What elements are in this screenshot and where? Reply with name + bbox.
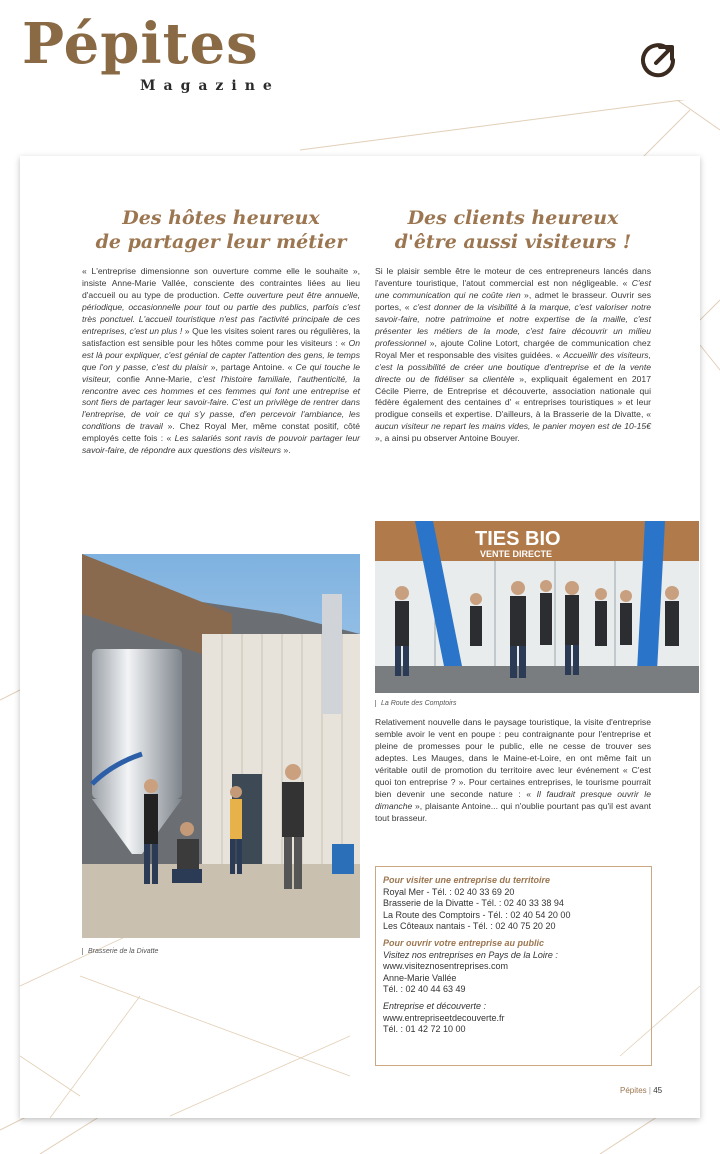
magazine-logo[interactable] xyxy=(22,12,322,102)
left-body-run: c'est l'histoire familiale, l'authenticité, la rencontre avec ces hommes et ces femmes qui font une entreprise et sont fiers de partager leur savoir-faire. C'est un privilège de rentrer dans l'entreprise, de voir ce qui s'y passe, d'en percevoir l'ambiance, les conditions de travail xyxy=(82,373,360,432)
logo-subtitle: Magazine xyxy=(140,78,280,94)
group-visit-photo-image xyxy=(375,521,699,693)
contact-route-comptoirs: La Route des Comptoirs - Tél. : 02 40 54 20 00 xyxy=(383,909,571,920)
visit-title: Pour visiter une entreprise du territoire xyxy=(383,875,551,885)
app-header xyxy=(0,0,720,100)
left-body-run: Ce qui touche le visiteur, xyxy=(82,361,360,384)
left-body-run: Les salariés sont ravis de pouvoir partager leur savoir-faire, de répondre aux questions des visiteurs xyxy=(82,433,361,456)
right-body-run: C'est une communication qui ne coûte rien xyxy=(375,277,651,300)
right-headline-line-1: Des clients heureux xyxy=(407,207,619,229)
photo-sign-subtext: VENTE DIRECTE xyxy=(480,549,553,559)
left-body-run: Cette ouverture peut être annuelle, périodique, occasionnelle pour tout ou partie des publics, parfois c'est très ponctuel. L'accueil touristique n'est pas l'activité principale de ces entreprises, c'est un plus ! xyxy=(82,289,360,336)
entreprise-decouverte-url[interactable]: www.entrepriseetdecouverte.fr xyxy=(383,1012,505,1023)
contact-phone-2: Tél. : 01 42 72 10 00 xyxy=(383,1024,466,1035)
visit-region-url[interactable]: www.visiteznosentreprises.com xyxy=(383,961,509,972)
right-body2-run: Relativement nouvelle dans le paysage touristique, la visite d'entreprise semble avoir le vent en poupe : peu contraignante pour l'entreprise et pleine de promesses pour le public, elle ne cesse de trouver ses adeptes. Les Mauges, dans le Maine-et-Loire, en ont même fait un véritable outil de promotion du territoire avec leur événement « C'est quoi ton entreprise ? ». Pour certaines entreprises, le tourisme pourrait bien devenir une seconde nature : « xyxy=(375,717,651,799)
right-body-text-2 xyxy=(375,717,651,857)
brewery-photo-image xyxy=(82,554,360,938)
contact-info-box xyxy=(375,866,652,1066)
left-headline xyxy=(82,206,360,254)
right-body-run: c'est donner de la visibilité à la marque, c'est valoriser notre savoir-faire, notre patrimoine et notre expertise de la maille, c'est présenter les métiers de la mode, c'est faire découvrir un milieu professionnel xyxy=(375,301,652,348)
left-body-text xyxy=(82,266,360,541)
brewery-photo xyxy=(82,554,360,938)
visit-region-label: Visitez nos entreprises en Pays de la Loire : xyxy=(383,949,558,960)
right-body-run: Si le plaisir semble être le moteur de ces entrepreneurs lancés dans l'aventure touristique, l'atout commercial est non négligeable. « xyxy=(375,266,651,288)
contact-brasserie: Brasserie de la Divatte - Tél. : 02 40 33 38 94 xyxy=(383,898,564,909)
right-body-run: », admet le brasseur. Ouvrir ses portes, « xyxy=(375,289,652,312)
contact-phone-1: Tél. : 02 40 44 63 49 xyxy=(383,984,466,995)
contact-royal-mer: Royal Mer - Tél. : 02 40 33 69 20 xyxy=(383,886,515,897)
footer-brand: Pépites xyxy=(620,1086,647,1095)
left-body-run: confie Anne-Marie, xyxy=(116,373,198,384)
right-body-run: », ajoute Coline Lotort, chargée de communication chez Royal Mer et responsable des visites guidées. « xyxy=(375,337,651,360)
group-photo-caption: La Route des Comptoirs xyxy=(375,700,456,707)
right-body-run: aucun visiteur ne repart les mains vides, le panier moyen est de 10-15€ xyxy=(375,421,651,432)
right-headline-line-2: d'être aussi visiteurs ! xyxy=(394,231,632,253)
left-body-run: « L'entreprise dimensionne son ouverture comme elle le souhaite », insiste Anne-Marie Vallée, consciente des contraintes liées au lieu d'accueil ou au type de production. xyxy=(82,266,360,300)
page-footer: Pépites | 45 xyxy=(620,1086,663,1095)
page-number: 45 xyxy=(653,1086,663,1095)
photo-sign-text: TIES BIO xyxy=(475,528,561,550)
left-headline-line-1: Des hôtes heureux xyxy=(122,207,320,229)
left-headline-line-2: de partager leur métier xyxy=(95,231,347,253)
right-body2-run: Il faudrait presque ouvrir le dimanche xyxy=(375,788,652,811)
left-body-run: » Que les visites soient rares ou régulières, la satisfaction est sensible pour les hôtes comme pour les visiteurs : « xyxy=(82,325,361,348)
group-visit-photo xyxy=(375,521,699,693)
right-body-run: Accueillir des visiteurs, c'est la possibilité de créer une boutique d'entreprise et de la vente directe ou de fidéliser sa clientèle xyxy=(375,349,651,384)
left-body-run: On est là pour expliquer, c'est génial de capter l'attention des gens, le temps que l'on y passe, c'est du plaisir xyxy=(82,337,360,372)
contact-coteaux-nantais: Les Côteaux nantais - Tél. : 02 40 75 20 20 xyxy=(383,921,556,932)
magazine-page xyxy=(20,156,700,1118)
contact-name: Anne-Marie Vallée xyxy=(383,972,457,983)
logo-title: Pépites xyxy=(22,11,259,77)
share-arrow-icon[interactable] xyxy=(638,38,680,80)
right-body2-run: », plaisante Antoine... qui n'oublie pourtant pas qu'il est avant tout brasseur. xyxy=(375,800,651,823)
open-title: Pour ouvrir votre entreprise au public xyxy=(383,937,545,948)
right-body-run: », expliquait également en 2017 Cécile Pierre, de Entreprise et découverte, association nationale qui fédère également des centaines d' « entreprises touristiques » et leur prodigue conseils et expertise. D'ailleurs, à la Brasserie de la Divatte, « xyxy=(375,373,651,420)
left-body-run: », partage Antoine. « xyxy=(210,361,296,372)
right-headline xyxy=(375,206,651,254)
right-body-text xyxy=(375,266,651,516)
left-body-run: ». xyxy=(283,445,291,456)
entreprise-decouverte-label: Entreprise et découverte : xyxy=(383,1000,487,1011)
brewery-photo-caption: Brasserie de la Divatte xyxy=(82,948,158,955)
left-body-run: ». Chez Royal Mer, même constat positif, côté employés cette fois : « xyxy=(82,421,360,444)
right-body-run: », a ainsi pu observer Antoine Bouyer. xyxy=(375,433,520,444)
